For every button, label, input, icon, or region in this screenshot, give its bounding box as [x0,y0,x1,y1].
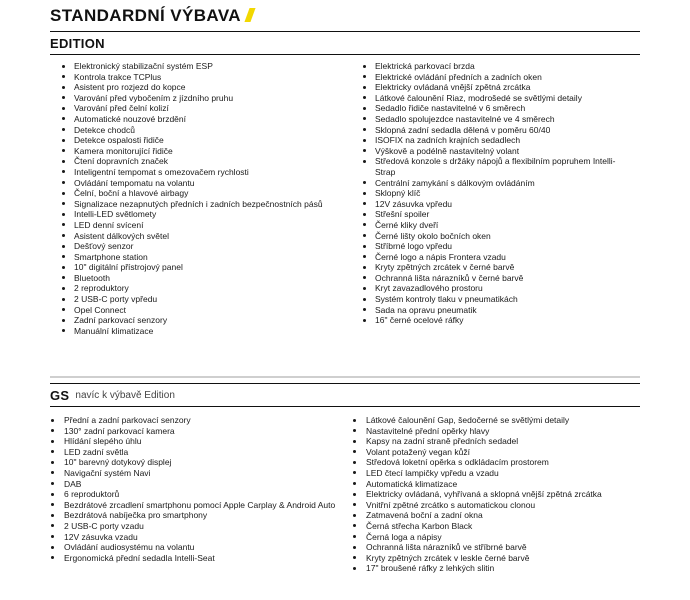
gs-feature-item: Bezdrátové zrcadlení smartphonu pomocí Apple Carplay & Android Auto [51,500,336,511]
gs-feature-item: 6 reproduktorů [51,489,336,500]
gs-feature-item: 17" broušené ráfky z lehkých slitin [353,563,638,574]
edition-feature-item: Sada na opravu pneumatik [363,305,633,316]
edition-feature-item: Systém kontroly tlaku v pneumatikách [363,294,633,305]
gs-feature-item: Ergonomická přední sedadla Intelli-Seat [51,553,336,564]
edition-feature-item: 12V zásuvka vpředu [363,199,633,210]
gs-feature-item: Zatmavená boční a zadní okna [353,510,638,521]
page-title-text: STANDARDNÍ VÝBAVA [50,6,241,25]
edition-feature-item: Střešní spoiler [363,209,633,220]
edition-feature-item: Centrální zamykání s dálkovým ovládáním [363,178,633,189]
edition-feature-item: Výškově a podélně nastavitelný volant [363,146,633,157]
gs-feature-item: Bezdrátová nabíječka pro smartphony [51,510,336,521]
gs-feature-item: 130° zadní parkovací kamera [51,426,336,437]
edition-feature-item: ISOFIX na zadních krajních sedadlech [363,135,633,146]
gs-feature-item: 12V zásuvka vzadu [51,532,336,543]
edition-feature-item: Čtení dopravních značek [62,156,352,167]
accent-slash-icon [244,8,255,22]
gs-feature-item: Ovládání audiosystému na volantu [51,542,336,553]
edition-feature-item: Stříbrné logo vpředu [363,241,633,252]
gs-feature-item: LED zadní světla [51,447,336,458]
edition-feature-item: Elektronický stabilizační systém ESP [62,61,352,72]
edition-feature-item: Sedadlo řidiče nastavitelné v 6 směrech [363,103,633,114]
gs-feature-item: Vnitřní zpětné zrcátko s automatickou clonou [353,500,638,511]
edition-feature-item: Detekce ospalosti řidiče [62,135,352,146]
gs-feature-item: Černá loga a nápisy [353,532,638,543]
edition-feature-item: Středová konzole s držáky nápojů a flexibilním popruhem Intelli-Strap [363,156,633,177]
edition-feature-item: Kryt zavazadlového prostoru [363,283,633,294]
edition-feature-item: Intelli-LED světlomety [62,209,352,220]
edition-feature-item: Látkové čalounění Riaz, modrošedé se světlými detaily [363,93,633,104]
edition-feature-item: 2 USB-C porty vpředu [62,294,352,305]
edition-feature-item: Ochranná lišta nárazníků v černé barvě [363,273,633,284]
gs-list-left [51,415,336,563]
edition-feature-item: 2 reproduktory [62,283,352,294]
edition-feature-item: Černé lišty okolo bočních oken [363,231,633,242]
edition-list-left [62,61,352,336]
edition-feature-item: Sedadlo spolujezdce nastavitelné ve 4 směrech [363,114,633,125]
edition-feature-item: LED denní svícení [62,220,352,231]
gs-feature-item: 10" barevný dotykový displej [51,457,336,468]
edition-feature-item: Opel Connect [62,305,352,316]
edition-feature-item: Elektricky ovládaná vnější zpětná zrcátka [363,82,633,93]
edition-feature-item: Černé logo a nápis Frontera vzadu [363,252,633,263]
edition-list-right [363,61,633,326]
gs-feature-item: Nastavitelné přední opěrky hlavy [353,426,638,437]
edition-title: EDITION [50,35,105,51]
gs-feature-item: Hlídání slepého úhlu [51,436,336,447]
gs-title: GS [50,387,70,403]
edition-feature-item: Černé kliky dveří [363,220,633,231]
gs-feature-item: Kapsy na zadní straně předních sedadel [353,436,638,447]
edition-feature-item: Kryty zpětných zrcátek v černé barvě [363,262,633,273]
edition-feature-item: Elektrické ovládání předních a zadních oken [363,72,633,83]
gs-feature-item: Automatická klimatizace [353,479,638,490]
gs-feature-item: DAB [51,479,336,490]
edition-feature-item: Kontrola trakce TCPlus [62,72,352,83]
edition-feature-item: Asistent dálkových světel [62,231,352,242]
gs-feature-item: LED čtecí lampičky vpředu a vzadu [353,468,638,479]
gs-feature-item: Ochranná lišta nárazníků ve stříbrné barvě [353,542,638,553]
gs-feature-item: Elektricky ovládaná, vyhřívaná a sklopná vnější zpětná zrcátka [353,489,638,500]
gs-subtitle: navíc k výbavě Edition [75,389,175,401]
edition-feature-item: Ovládání tempomatu na volantu [62,178,352,189]
gs-feature-item: Látkové čalounění Gap, šedočerné se světlými detaily [353,415,638,426]
gs-feature-item: Volant potažený vegan kůží [353,447,638,458]
edition-section-header [50,31,640,55]
edition-feature-item: Automatické nouzové brzdění [62,114,352,125]
edition-feature-item: Signalizace nezapnutých předních i zadních bezpečnostních pásů [62,199,352,210]
gs-list-right [353,415,638,574]
section-divider [50,376,640,378]
edition-feature-item: Sklopný klíč [363,188,633,199]
edition-feature-item: Smartphone station [62,252,352,263]
edition-feature-item: 10" digitální přístrojový panel [62,262,352,273]
gs-section-header [50,383,640,407]
edition-feature-item: Varování před vybočením z jízdního pruhu [62,93,352,104]
gs-feature-item: Navigační systém Navi [51,468,336,479]
gs-feature-item: Středová loketní opěrka s odkládacím prostorem [353,457,638,468]
gs-feature-item: Přední a zadní parkovací senzory [51,415,336,426]
edition-feature-item: Inteligentní tempomat s omezovačem rychlosti [62,167,352,178]
edition-feature-item: Varování před čelní kolizí [62,103,352,114]
edition-feature-item: Čelní, boční a hlavové airbagy [62,188,352,199]
edition-feature-item: Elektrická parkovací brzda [363,61,633,72]
gs-feature-item: 2 USB-C porty vzadu [51,521,336,532]
edition-feature-item: Zadní parkovací senzory [62,315,352,326]
edition-feature-item: Dešťový senzor [62,241,352,252]
page-title [50,6,253,26]
edition-feature-item: Bluetooth [62,273,352,284]
edition-feature-item: Sklopná zadní sedadla dělená v poměru 60/40 [363,125,633,136]
gs-feature-item: Černá střecha Karbon Black [353,521,638,532]
edition-feature-item: 16" černé ocelové ráfky [363,315,633,326]
edition-feature-item: Detekce chodců [62,125,352,136]
edition-feature-item: Asistent pro rozjezd do kopce [62,82,352,93]
edition-feature-item: Manuální klimatizace [62,326,352,337]
edition-feature-item: Kamera monitorující řidiče [62,146,352,157]
gs-feature-item: Kryty zpětných zrcátek v leskle černé barvě [353,553,638,564]
